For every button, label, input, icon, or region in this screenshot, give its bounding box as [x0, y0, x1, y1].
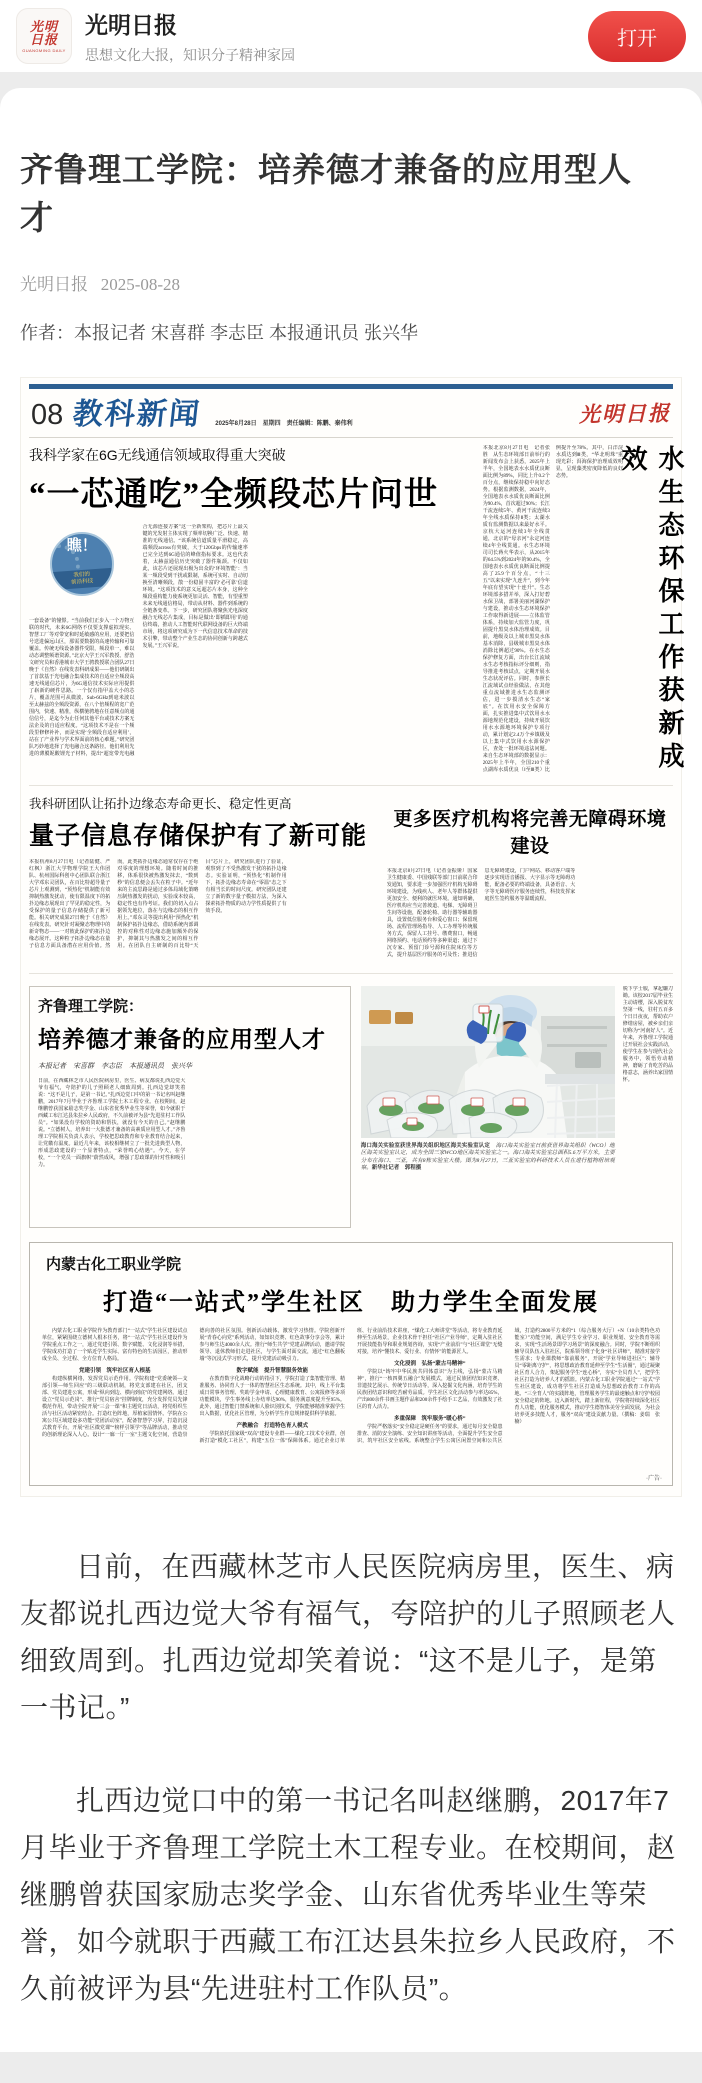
6g-body: 一套设备”的憧憬。“当前我们正步入一个万物互联的时代，未来6G网络不仅要支撑虚拟现实、智慧工厂等对带宽和时延敏感的应用，还要把信号送进偏远山区，那需要数据的高速传输和可靠覆盖。传统无线设备器件受限，频段单一，难以动态调整频谱资源。”北京大学王兴军教授、舒浩文研究员和香港城市大学王骋教授联合团队27日晚于《自然》在线发表科研成果——他们研制出了首款基于光电融合集成技术的自适应全频段高速无线通信芯片，为6G通信技术实际应用提供了崭新的硬件思路。一个仅有指甲盖大小的芯片，覆盖范围可从微波、Sub-6GHz到毫米波以至太赫兹的全频段资源，在八个倍频程的宽广范围内，快速、精准，纵横驰骋地在任意频点的通信信号，是迄今为止任何其他平台或技术方案无法企及的自适应程度。“这项技术不是在一个频段里修修补补，而是实现‘全频段自适应利用’，站在了产业界与学术界面前的核心难题。”研究团队巧妙地选择了光电融合这条路径。他们利用先进的薄膜铌酸锂光子材料，提出“超宽带光电融合无源连接方案”这一全新架构，把芯片上最关键的光发射主体实现了频率切换广泛、快速、精准的无线通信。“该系统信道质量平滑稳定，高端频段across有突破，大于120Gbps的传输速率已完全达到6G通信的峰值指标要求。这也代表着，太赫兹通信历史突破了器件瓶颈。不仅如此，该芯片还展现出极为出众的‘环境智能’：当某一频段受到干扰或限制，系统可实时、自动切换至清晰频段，散一份稳固丰富的‘必可靠’信道环境。“这项技术的意义远超芯片本身，这种全频段重构能力使系统更加灵活、智能，有望重塑未来无线通信格局，带动从材料、器件到系统的全链条变革。下一步，研究团队将聚焦光电深度融合无线芯片集成，目标是做出‘即插即用’的通信终端，推动人工智能时代联网设备的巨大终端市场，将这项研究成为下一代信息技术革命的技术引擎，带动整个产业生态的协同创新与跨越式发展。”王兴军说。	[29, 524, 248, 757]
qilu-body-text: 日前，在西藏林芝市人民医院病房里，医生、病友都说扎西边觉大爷有福气，夸陪护的儿子照顾老人细致周到。扎西边觉却笑着说：“这不是儿子，是第一书记。”扎西边觉口中的第一书记名叫赵继鹏，2017年7月毕业于齐鲁理工学院土木工程专业。在校期间，赵继鹏曾获国家励志奖学金、山东省优秀毕业生等荣誉，如今就职于西藏工布江达县朱拉乡人民政府，不久前被评为县“先进驻村工作队员”。“如果没有学校的资助和帮扶，就没有今天的自己。”赵继鹏说。“立德树人，培养出一大批德才兼备的高素质应用型人才。”齐鲁理工学院相关负责人表示，学校把思政教育和专业教育结合起来，让党徽有温度。最近几年来，该校相继树立了一批先进典型人物，形成思政建设的一个显著特点，“荣誉鸣心结遇”。今天，在学校，“一个党员一面旗帜”蔚然成风，增强了思政课的针对性和吸引力。	[38, 1078, 186, 1168]
photo-credit: 新华社记者 郭程摄	[371, 1165, 422, 1172]
article-card	[0, 88, 702, 2052]
badge-line1: 我们的	[72, 571, 90, 579]
career-college-label: 内蒙古化工职业学院	[46, 1255, 182, 1273]
badge-look-label: 瞧！	[66, 537, 97, 554]
column-text: 学院以“铸牢中华民族共同体意识”为主线，弘扬“蒙古马精神”，推行“一核四翼五融合”发展模式，通过民族团结知识竞赛、非遗技艺展示、传统节日活动等，深入挖掘文化内涵，培育学生的民族团结意识和吃苦耐劳品质。学生社区文化活动参与率达85%，产出800余件书画主题作品和200余件手绘手工艺品，有效激发了社区的育人活力。	[357, 1369, 503, 1410]
article-paragraph: 日前，在西藏林芝市人民医院病房里，医生、病友都说扎西边觉大爷有福气，夸陪护的儿子照顾老人细致周到。扎西边觉却笑着说：“这不是儿子，是第一书记。”	[20, 1550, 676, 1723]
article-quantum	[29, 794, 375, 964]
column-text: 构建纵横网络，发挥党员示范作用。学院构建“党委统领—支部引领—师生回应”的三级联动机制，将党支部建在社区，团支部、党员建进公寓，形成“纵向到边、横向到底”的党建网络。通过设立“党员示范岗”、推行“党员宿舍”挂牌制度，充分发挥党员先锋模范作用，带动全院开展“三会一课”和主题党日活动，将党组织生活与社区活动紧密结合。打造红色阵地，厚植家国情怀。学院在公寓公共区域建设多功能“党团活动室”，配备智慧学习屏，打造沉浸式教育平台，开展“社区微党课”“榜样引领学”等品牌活动，推动党的创新理论深入人心。设计“一廊一厅一室”主题文化空间，营造崇德向善的社区氛围。创新活动载体，激发学习热情。学院创新开展“青春心向党”系列活动，如知识竞赛、红色故事分享会等，累计参与师生达4000余人次。推行“师生共学”党建品牌活动，邀请学院领导、退休教师们走进社区，与学生面对面交流，通过“红色翻板墙”等沉浸式学习形式，提升党建活动吸引力。	[42, 1328, 345, 1438]
newspaper-page-image[interactable]	[20, 377, 682, 1497]
photo-caption	[361, 1143, 615, 1173]
water-body-text: 本报北京8月27日电 记者张胜 从生态环境部日前举行的新闻发布会上获悉，2025年上半年，全国地表水水质优良断面比例为89%，同比上升0.2个百分点，继续保持稳中向好态势。根据监测数据，2024年，全国地表水水质优良断面比例为90.4%，首次超过90%；长江干流连续5年、黄河干流连续3年全线水质保持Ⅱ类；太湖水质有监测数据以来最好水平。京杭大运河连续3年全线贯通，北京的“母亲河”永定河连续4年全线贯通。水生态环境司司长蒋火华表示，从2015年的64.5%到2024年的90.4%，全国地表水水质优良断面比例提高了25.9个百分点，“十三五”以来实现“九连升”，到今年年底有望实现“十连升”。生态环境部多措并举，深入打好碧水保卫战，部署美丽河湖保护与建设，推动水生态环境保护工作取得新进展——立体监管体系，持续加大监管力度，巩固提升黑臭水体治理成效。目前，地级及以上城市黑臭水体基本消除，县级城市黑臭水体消除比例超过90%。在水生态保护修复方面，出台长江流域水生态考核指标评分细则，指导推进考核试点，定期开展水生态状况评估。同时，参照长江流域试点经验做法，在其他重点流域推进水生态监测评估，进一步摸清水生态“家底”。在饮用水安全保障方面，扎实推进集中式饮用水水源地规范化建设，持续开展饮用水水源地环境保护专项行动，累计划定2.4万个乡镇级及以上集中式饮用水水源保护区，查处一批环境违法问题。来自生态环境部的数据显示：2025年上半年，全国210个重点湖库水质优良（Ⅰ至Ⅲ类）比例提升至78%。其中，白洋淀水质达到Ⅲ类，“华北明珠”重现光彩；洱海保护治理成效明显，呈现藻类密度降低的良好态势。	[482, 445, 623, 773]
qilu-right-text: 脱下学士服，拿起镰刀锄。该校2017届毕业生主动请缨，深入脱贫攻坚第一线，驻村五百多个日日夜夜，帮助农户修缮房屋，被乡亲们亲切称为“河南好人”。近年来，齐鲁理工学院通过开展社会实践活动，使学生在参与现代社会服务中，领悟劳动精神，磨砺了肯吃苦的品格意志，涵养出家国情怀。	[622, 986, 673, 1083]
column-subhead: 文化浸润 弘扬“蒙古马精神”	[393, 1360, 466, 1367]
6g-headline: “一芯通吃”全频段芯片问世	[29, 476, 438, 513]
app-header-text	[85, 7, 295, 65]
career-college-columns	[42, 1328, 660, 1486]
edition-info: 2025年8月28日 星期四 责任编辑：陈鹏、秦伟利	[215, 420, 353, 427]
app-header	[0, 0, 702, 72]
frontier-badge-circle	[50, 532, 114, 596]
column-text: 内蒙古化工职业学院作为教育部门“一站式”学生社区建设试点单位，紧紧围绕立德树人根本任务，将“一站式”学生社区建设作为学院重点工作之一，通过党建引领、数字赋能、文化浸润等举措，学院成功打造了一个贴近学生实际、富有特色的生活园区，推动形成全员、全过程、全方位育人格局。	[42, 1328, 188, 1362]
water-vertical-headline: 水生态环保工作获新成效	[618, 444, 684, 775]
column-text: 学院严格落实“安全稳定是硬任务”的要求，通过每月安全隐患排查、消防安全演练、安全知识讲座等活动，全面提升学生安全意识，筑牢社区安全底线。系统整合学生公寓区闲置空间和公共区域，打造约2800平方米的“1（综合服务大厅）+N（10余类特色功能室）”功能空间，满足学生专业学习、职业规划、安全教育等需求，实现“生活场景即学习场景”的深度融合。同时，学院不断组织辅导员队伍入驻社区，院系领导班子化身“社区讲师”，精准对接学生需求；专业课教师“靠前服务”，开展“学业导师进社区”；辅导员“零距离守护”，将思想政治教育延伸至学生“生活圈”，通过凝聚社区育人合力，架起服务学生“连心桥”，夯实“全员育人”，把学生社区打造为培养人才的摇篮。内蒙古化工职业学院通过“一站式”学生社区建设，成功将学生社区打造成为思想政治教育工作的高地、“三全育人”的实践阵地，管理服务学生的最速触点和守护校园安全稳定的阵地。迈入新时代，踏上新征程，学院将持续深化社区育人功能，优化服务模式，推动学生德智体美劳全面发展，为社会培养更多技能人才，服务“双高”建设贡献力量。（撰稿：姜瑞 张楠）	[357, 1328, 660, 1444]
article-career-college	[29, 1242, 673, 1486]
qilu-byline: 本报记者 宋喜群 李志臣 本报通讯员 张兴华	[38, 1062, 192, 1070]
photo-block	[361, 986, 615, 1228]
section-title: 教科新闻	[71, 397, 204, 431]
qilu-label: 齐鲁理工学院：	[38, 997, 144, 1015]
newspaper-row-top	[29, 438, 684, 786]
column-subhead: 产教融合 打造特色育人模式	[236, 1422, 308, 1429]
article-medical	[387, 794, 673, 964]
app-icon-logo-sub: GUANGMING DAILY	[22, 47, 66, 53]
column-subhead: 数字赋能 提升智慧服务效能	[236, 1367, 308, 1374]
article-paragraph: 扎西边觉口中的第一书记名叫赵继鹏，2017年7月毕业于齐鲁理工学院土木工程专业。在校期间，赵继鹏曾获国家励志奖学金、山东省优秀毕业生等荣誉，如今就职于西藏工布江达县朱拉乡人民政府，不久前被评为县“先进驻村工作队员”。	[20, 1784, 676, 2004]
column-subhead: 党建引领 筑牢社区育人根基	[78, 1367, 151, 1374]
column-subhead: 多重保障 筑牢服务“暖心桥”	[393, 1415, 466, 1422]
quantum-body-text: 本报杭州8月27日电（记者陆健、严红枫）浙江大学物理学院王大伟团队、杭州国际科创中心团队联合浙江大学邓东灵团队，在百比特超导量子芯片上观测到，“预热化”机制能有效抑制热激发扰动，使有限温度下的拓扑边缘态展现出了罕见的稳定性，为受保护的量子信息存储提供了新可能。相关研究成果27日晚于《自然》在线发表。研究针对凝聚态物理中的新奇物态——一对彼此保护的拓扑边缘态展开。这种粒子拓扑边缘态在量子信息方面具备潜在应用价值。然而，此类拓扑边缘态通常仅存在于绝对零度的理想环境。随着时间的推移，体系很快被热激发抹去，“数到秒”的信息便会丢失在粒子中。“近年来的主流思路是通过多体局域化策略压制热激发的扰动，实验成本较高，稳定性也有待考证。我们的切入点占据领先地位，落在与边缘态的相互作用上。”邓东灵等提出利用“预热化”机制保护拓扑边缘态，借助系统内部调控的对称性对边缘态施加额外的保护，抑制其与热激发之间的相互作用。在团队自主研制的百比特“天目”芯片上，研究团队进行了验证，观察到了不受热激发干扰的拓扑边缘态。实验证明，“预热化”机制作用下，拓扑边缘态寿命在“零温”态之下有相当长的时间尺度。研究团队还建立了新的数字量子模拟方法，为深入探索拓扑物质的动力学性质提供了有效手段。	[29, 859, 287, 949]
caption-lead: 海口海关实验室获世界海关组织地区海关实验室认定	[360, 1142, 491, 1149]
article-body	[20, 1543, 682, 2012]
badge-line2: 前沿科技	[70, 577, 94, 586]
app-icon-logo-line1: 光明	[29, 18, 58, 34]
article-6g-chip	[29, 445, 475, 777]
page-number: 08	[31, 398, 64, 431]
badge-banner	[51, 568, 112, 590]
lab-photo	[361, 986, 615, 1138]
water-vertical-headline-wrap	[618, 444, 684, 777]
6g-body-text	[29, 524, 475, 762]
article-meta	[20, 270, 682, 295]
quantum-kicker: 我科研团队让拓扑边缘态寿命更长、稳定性更高	[29, 796, 292, 811]
qilu-right-column	[623, 986, 673, 1228]
source-name: 光明日报	[20, 274, 88, 294]
article-qilu-feature	[29, 986, 351, 1228]
6g-kicker: 我科学家在6G无线通信领域取得重大突破	[29, 446, 286, 463]
publish-date: 2025-08-28	[100, 274, 181, 294]
column-text: 学院依托国家级“双高”建设专业群——煤化工技术专业群，创新打造“模化工社区”，构建“五位一体”保障体系。通过企业订单班、行业前沿技术讲座，“煤化工大师讲堂”等活动，将专业教育延伸至生活场景，企业技术骨干担任“社区产业导师”，定期入驻社区开展技能指导和职业规划咨询，实现“产业前沿”与“社区课堂”无缝对接，培养“懂技术、爱行业、有情怀”的能源匠人。	[199, 1328, 503, 1444]
app-tagline: 思想文化大报，知识分子精神家园	[85, 47, 295, 63]
qilu-headline: 培养德才兼备的应用型人才	[38, 1026, 326, 1052]
masthead-logo: 光明日报	[578, 400, 672, 427]
advert-mark: ·广告·	[646, 1475, 662, 1482]
frontier-tech-badge	[29, 532, 134, 618]
column-text: 在教育数字化战略行动的指引下，学院打造了集智能管理、精准服务、协同育人于一体的智慧社区生态系统。其中，线上平台集成日常事务管理、奖助学金申请、心理健康教育、公寓报修等多项功能模块，学生事务线上办结率达90%，服务满意度提升至95%。此外，通过智能门禁系统和人脸识别技术，学院能够精准掌握学生出入数据，优化社区管理，为分析学生作息规律提供科学依据。	[199, 1376, 345, 1417]
career-college-headline: 打造“一站式”学生社区 助力学生全面发展	[103, 1289, 599, 1316]
caption-rest: 海口海关实验室日前获世界海关组织（WCO）地区海关实验室认定，成为全国三家WCO地区海关实验室之一。海口海关实验室总面积5.6万平方米，主要分布在海口、三亚，共有8栋实验室大楼。图为8月27日，三亚实验室的科研技术人员在进行植物组培观察。	[360, 1142, 615, 1172]
app-icon-logo-line2: 日报	[29, 31, 58, 47]
open-app-button[interactable]: 打开	[588, 11, 686, 62]
quantum-headline: 量子信息存储保护有了新可能	[29, 822, 368, 850]
author-line: 作者：本报记者 宋喜群 李志臣 本报通讯员 张兴华	[20, 322, 419, 343]
guangming-daily-app-icon[interactable]	[16, 8, 72, 64]
newspaper-row-feature	[29, 974, 673, 1236]
newspaper-row-middle	[29, 786, 673, 974]
article-title: 齐鲁理工学院：培养德才兼备的应用型人才	[20, 151, 632, 236]
article-water-ecology	[483, 445, 623, 777]
medical-body-text: 本报北京8月27日电（记者金振娅）国家卫生健康委、中国残联等部门日前联合印发通知，要求进一步加强医疗机构无障碍环境建设，为残疾人、老年人等群体提供更加安全、便利的就医环境。通知明确，医疗机构应当完善坡道、电梯、无障碍卫生间等设施，配备轮椅、助行器等辅助器具，设置低位服务台和爱心窗口；保留现场、流程管理场指导、人工办理等传统服务方式，保留人工挂号、缴费窗口，畅通网络预约、电话预约等多种渠道；通过下沉专家、预留门诊号源和住院床位等方式，提升基层医疗服务的可及性；推进信息无障碍建设，门户网站、移动客户端等逐步实现语音播报、大字显示等无障碍功能，配备必要的终端设备，具备语音、大字等无障碍医疗服务连续性，科技发挥家庭医生签约服务等温暖流程。	[386, 868, 576, 958]
medical-headline: 更多医疗机构将完善无障碍环境建设	[393, 808, 667, 857]
app-name: 光明日报	[85, 12, 177, 38]
newspaper-header	[29, 389, 673, 438]
